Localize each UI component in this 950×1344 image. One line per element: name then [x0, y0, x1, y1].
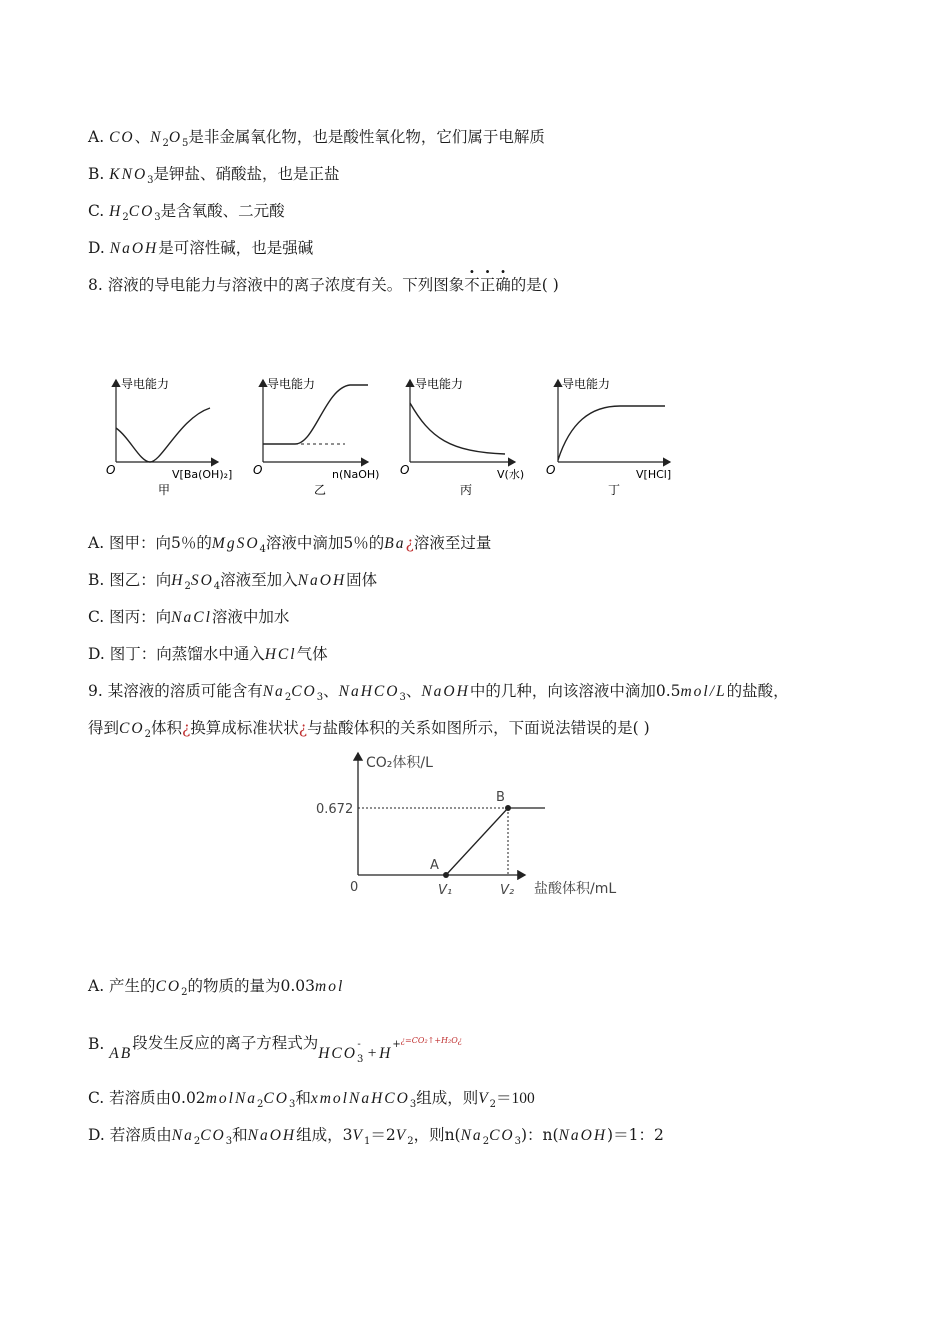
svg-text:O: O	[106, 463, 116, 477]
svg-text:A: A	[430, 858, 439, 873]
q8-option-c: C. 图丙：向NaCl溶液中加水	[88, 608, 290, 626]
svg-text:n(NaOH): n(NaOH)	[332, 468, 380, 481]
svg-text:V[Ba(OH)₂]: V[Ba(OH)₂]	[172, 468, 233, 481]
svg-text:导电能力: 导电能力	[267, 377, 316, 391]
svg-text:导电能力: 导电能力	[121, 377, 170, 391]
svg-text:丙: 丙	[460, 483, 473, 497]
svg-text:B: B	[496, 790, 505, 805]
q9-option-d: D. 若溶质由$Na_2CO_3$和NaOH组成，$3V_1=2V_2$，则$n(Na_2CO_3)$：n(NaOH)＝1：2	[88, 1126, 664, 1148]
svg-text:O: O	[253, 463, 263, 477]
q8-graphs	[100, 368, 700, 508]
svg-text:V₁: V₁	[438, 883, 453, 898]
svg-text:O: O	[400, 463, 410, 477]
svg-text:V(水): V(水)	[497, 468, 525, 481]
svg-text:O: O	[546, 463, 556, 477]
q9-option-b: B. AB段发生反应的离子方程式为$HCO_3^-+H^{+¿=CO_2↑+H_2O¿}$	[88, 1034, 463, 1066]
q7-option-c: C. $H_2CO_3$是含氧酸、二元酸	[88, 202, 285, 224]
graph-yi	[253, 376, 379, 497]
q9-chart	[300, 745, 650, 905]
q9-stem-line1: 9. 某溶液的溶质可能含有$Na_2CO_3$、NaHCO$_3$、NaOH中的几种，向该溶液中滴加0.5mol/L的盐酸，	[88, 682, 789, 704]
q8-option-b: B. 图乙：向$H_2SO_4$溶液至加入NaOH固体	[88, 571, 378, 593]
svg-text:CO₂体积/L: CO₂体积/L	[366, 755, 433, 771]
svg-text:盐酸体积/mL: 盐酸体积/mL	[534, 881, 617, 897]
q8-option-a: A. 图甲：向5％的MgSO$_4$溶液中滴加5％的Ba¿溶液至过量	[88, 534, 492, 556]
svg-text:0: 0	[350, 880, 359, 895]
q9-stem-line2: 得到$CO_2$体积¿换算成标准状状¿与盐酸体积的关系如图所示，下面说法错误的是( )	[88, 719, 650, 741]
svg-text:V[HCl]: V[HCl]	[636, 468, 672, 481]
svg-text:乙: 乙	[314, 483, 327, 497]
graph-jia	[106, 376, 232, 497]
q7-option-a: A. CO、$N_2O_5$是非金属氧化物，也是酸性氧化物，它们属于电解质	[88, 128, 545, 150]
graph-ding	[546, 376, 671, 497]
q8-stem: 8. 溶液的导电能力与溶液中的离子浓度有关。下列图象不正确的是( )	[88, 276, 559, 294]
q9-option-a: A. 产生的$CO_2$的物质的量为0.03mol	[88, 977, 345, 999]
point-b	[505, 805, 511, 811]
svg-text:甲: 甲	[158, 483, 171, 497]
svg-text:导电能力: 导电能力	[415, 377, 464, 391]
q7-option-b: B. $KNO_3$是钾盐、硝酸盐，也是正盐	[88, 165, 340, 187]
q9-option-c: C. 若溶质由$0.02molNa_2CO_3$和xmolNaHCO$_3$组成，则$V_2=100$	[88, 1089, 535, 1111]
svg-text:丁: 丁	[608, 483, 621, 497]
graph-bing	[400, 376, 524, 497]
svg-text:导电能力: 导电能力	[562, 377, 611, 391]
svg-text:0.672: 0.672	[316, 802, 354, 817]
svg-text:V₂: V₂	[500, 883, 515, 898]
point-a	[443, 872, 449, 878]
q7-option-d: D. NaOH是可溶性碱，也是强碱	[88, 239, 314, 257]
q8-option-d: D. 图丁：向蒸馏水中通入HCl气体	[88, 645, 328, 663]
